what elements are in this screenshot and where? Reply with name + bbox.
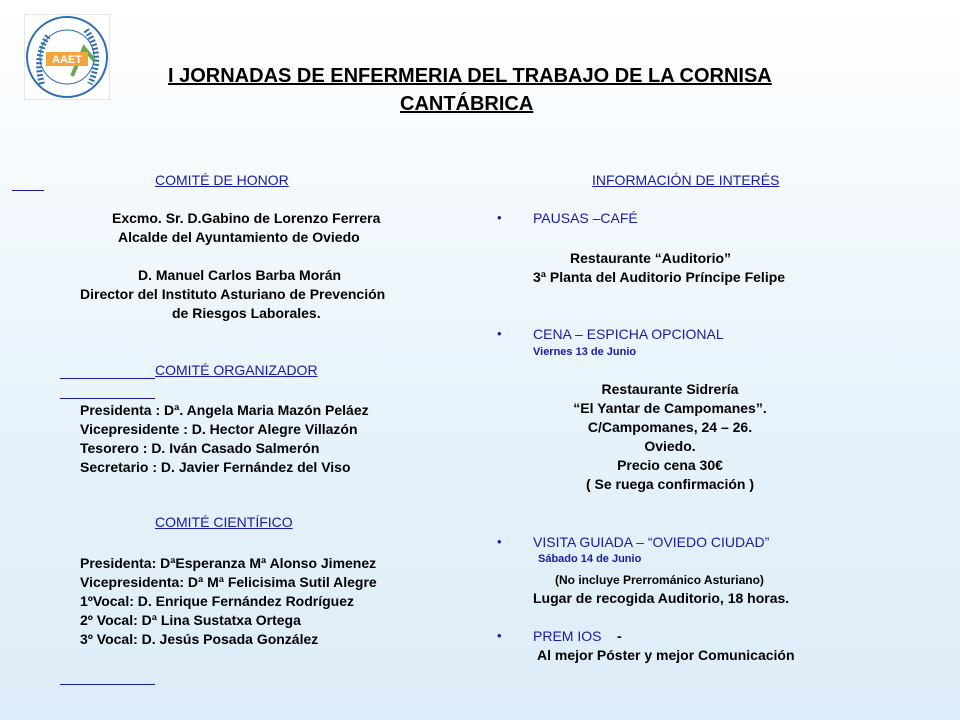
cena-details bbox=[500, 380, 840, 494]
bullet-icon: • bbox=[497, 534, 502, 549]
page-title bbox=[120, 62, 940, 118]
organizador-line: Presidenta : Dª. Angela Maria Mazón Peláez bbox=[80, 402, 369, 418]
title-line-2: CANTÁBRICA bbox=[400, 93, 534, 115]
title-line-1: I JORNADAS DE ENFERMERIA DEL TRABAJO DE LA CORNISA bbox=[168, 65, 772, 87]
organizador-line: Secretario : D. Javier Fernández del Viso bbox=[80, 459, 351, 475]
bullet-icon: • bbox=[497, 326, 502, 341]
cientifico-line: 1ºVocal: D. Enrique Fernández Rodríguez bbox=[80, 593, 355, 609]
pausas-title: PAUSAS –CAFÉ bbox=[533, 210, 638, 226]
visita-date: Sábado 14 de Junio bbox=[538, 553, 642, 565]
cena-line: ( Se ruega confirmación ) bbox=[585, 476, 755, 492]
logo-badge-text: AAET bbox=[52, 54, 82, 66]
cena-title: CENA – ESPICHA OPCIONAL bbox=[533, 326, 724, 342]
visita-title: VISITA GUIADA – “OVIEDO CIUDAD” bbox=[533, 534, 770, 550]
honor-line: Director del Instituto Asturiano de Prevención bbox=[80, 286, 386, 302]
informacion-heading: INFORMACIÓN DE INTERÉS bbox=[592, 172, 780, 188]
organizador-line: Vicepresidente : D. Hector Alegre Villazón bbox=[80, 421, 358, 437]
comite-cientifico-heading: COMITÉ CIENTÍFICO bbox=[155, 514, 293, 530]
cena-line: “El Yantar de Campomanes”. bbox=[573, 400, 767, 416]
honor-line: de Riesgos Laborales. bbox=[172, 305, 321, 321]
underline-rule bbox=[12, 190, 44, 191]
visita-place: Lugar de recogida Auditorio, 18 horas. bbox=[533, 590, 790, 606]
cena-line: C/Campomanes, 24 – 26. bbox=[587, 419, 753, 435]
comite-honor-heading: COMITÉ DE HONOR bbox=[155, 172, 289, 188]
cientifico-line: 3º Vocal: D. Jesús Posada González bbox=[80, 631, 319, 647]
pausas-line: Restaurante “Auditorio” bbox=[570, 250, 732, 266]
bullet-icon: • bbox=[497, 210, 502, 225]
aaet-logo bbox=[24, 14, 110, 100]
premios-title: PREM IOS bbox=[533, 628, 602, 644]
cena-line: Oviedo. bbox=[644, 438, 696, 454]
cientifico-line: Vicepresidenta: Dª Mª Felicisima Sutil Alegre bbox=[80, 574, 377, 590]
premios-line: Al mejor Póster y mejor Comunicación bbox=[537, 647, 795, 663]
underline-rule bbox=[60, 398, 155, 399]
premios-dash: - bbox=[617, 628, 622, 644]
visita-note: (No incluye Prerrománico Asturiano) bbox=[555, 573, 764, 587]
comite-organizador-heading: COMITÉ ORGANIZADOR bbox=[155, 362, 318, 378]
honor-line: Excmo. Sr. D.Gabino de Lorenzo Ferrera bbox=[112, 210, 381, 226]
underline-rule bbox=[60, 378, 155, 379]
bullet-icon: • bbox=[497, 628, 502, 643]
organizador-line: Tesorero : D. Iván Casado Salmerón bbox=[80, 440, 320, 456]
cena-line: Precio cena 30€ bbox=[617, 457, 723, 473]
cientifico-line: Presidenta: DªEsperanza Mª Alonso Jimenez bbox=[80, 555, 377, 571]
cena-line: Restaurante Sidrería bbox=[601, 381, 739, 397]
cientifico-line: 2º Vocal: Dª Lina Sustatxa Ortega bbox=[80, 612, 301, 628]
honor-line: Alcalde del Ayuntamiento de Oviedo bbox=[118, 229, 360, 245]
cena-date: Viernes 13 de Junio bbox=[533, 346, 637, 358]
honor-line: D. Manuel Carlos Barba Morán bbox=[138, 267, 342, 283]
pausas-line: 3ª Planta del Auditorio Príncipe Felipe bbox=[533, 269, 786, 285]
underline-rule bbox=[60, 684, 155, 685]
